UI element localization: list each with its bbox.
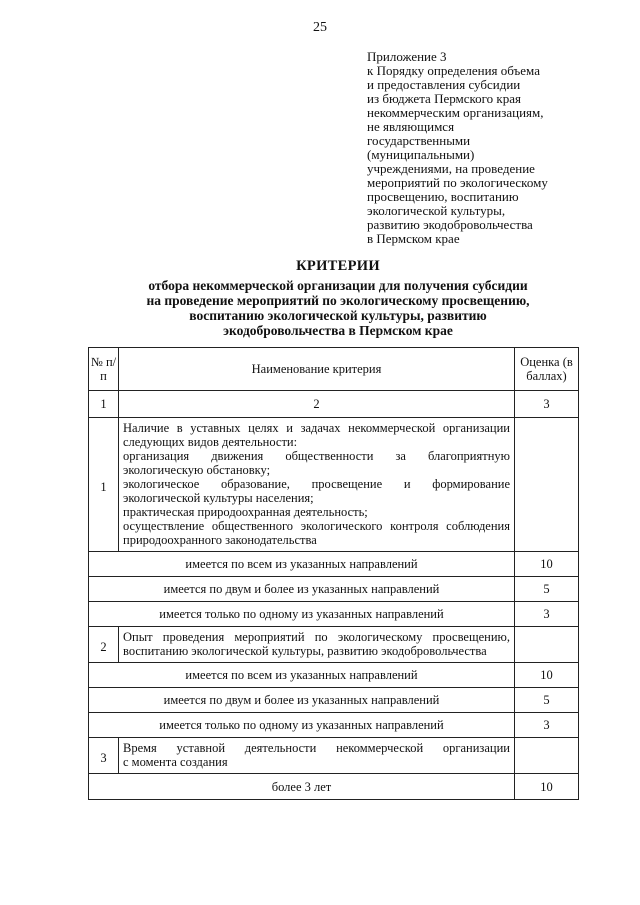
subtitle-line: экодобровольчества в Пермском крае xyxy=(223,323,453,338)
appendix-line: и предоставления субсидии xyxy=(367,77,521,92)
option-score: 3 xyxy=(515,602,579,627)
appendix-line: учреждениями, на проведение xyxy=(367,161,535,176)
header-name: Наименование критерия xyxy=(119,348,515,391)
appendix-line: (муниципальными) xyxy=(367,147,475,162)
criteria-table xyxy=(88,347,579,800)
appendix-line: развитию экодобровольчества xyxy=(367,217,533,232)
appendix-line: некоммерческим организациям, xyxy=(367,105,544,120)
criterion-row xyxy=(89,418,579,552)
document-subtitle xyxy=(100,278,576,338)
criterion-line: Время уставной деятельности некоммерческой организации xyxy=(123,741,510,755)
index-cell: 1 xyxy=(89,391,119,418)
criterion-text xyxy=(119,627,515,663)
criterion-line: следующих видов деятельности: xyxy=(123,435,298,449)
index-cell: 3 xyxy=(515,391,579,418)
table-header-row xyxy=(89,348,579,391)
subtitle-line: на проведение мероприятий по экологическому просвещению, xyxy=(146,293,530,308)
criterion-row xyxy=(89,738,579,774)
option-row xyxy=(89,602,579,627)
option-row xyxy=(89,688,579,713)
option-score: 5 xyxy=(515,577,579,602)
appendix-line: Приложение 3 xyxy=(367,49,447,64)
page-number: 25 xyxy=(313,20,327,35)
header-num: № п/п xyxy=(89,348,119,391)
option-label: имеется по двум и более из указанных направлений xyxy=(89,577,515,602)
option-row xyxy=(89,713,579,738)
criterion-score-empty xyxy=(515,738,579,774)
criterion-row xyxy=(89,627,579,663)
criterion-line: Опыт проведения мероприятий по экологическому просвещению, xyxy=(123,630,510,644)
appendix-line: просвещению, воспитанию xyxy=(367,189,519,204)
subtitle-line: отбора некоммерческой организации для получения субсидии xyxy=(148,278,528,293)
option-score: 10 xyxy=(515,774,579,800)
header-score: Оценка (в баллах) xyxy=(515,348,579,391)
criterion-text xyxy=(119,418,515,552)
appendix-line: в Пермском крае xyxy=(367,231,460,246)
table-index-row xyxy=(89,391,579,418)
criterion-text xyxy=(119,738,515,774)
option-row xyxy=(89,577,579,602)
option-score: 3 xyxy=(515,713,579,738)
option-label: имеется по двум и более из указанных направлений xyxy=(89,688,515,713)
option-row xyxy=(89,552,579,577)
criterion-line: воспитанию экологической культуры, развитию экодобровольчества xyxy=(123,644,487,658)
document-title: КРИТЕРИИ xyxy=(296,258,380,274)
option-label: имеется только по одному из указанных направлений xyxy=(89,602,515,627)
option-score: 5 xyxy=(515,688,579,713)
criterion-line: с момента создания xyxy=(123,755,228,769)
option-label: более 3 лет xyxy=(89,774,515,800)
criterion-line: практическая природоохранная деятельность; xyxy=(123,505,368,519)
option-row xyxy=(89,774,579,800)
criterion-line: экологическую обстановку; xyxy=(123,463,271,477)
criterion-line: организация движения общественности за благоприятную xyxy=(123,449,510,463)
criterion-score-empty xyxy=(515,627,579,663)
criterion-num: 1 xyxy=(89,418,119,552)
option-label: имеется только по одному из указанных направлений xyxy=(89,713,515,738)
appendix-line: экологической культуры, xyxy=(367,203,506,218)
criterion-line: природоохранного законодательства xyxy=(123,533,317,547)
index-cell: 2 xyxy=(119,391,515,418)
criterion-num: 2 xyxy=(89,627,119,663)
criterion-num: 3 xyxy=(89,738,119,774)
option-score: 10 xyxy=(515,663,579,688)
option-label: имеется по всем из указанных направлений xyxy=(89,663,515,688)
subtitle-line: воспитанию экологической культуры, развитию xyxy=(189,308,487,323)
appendix-line: к Порядку определения объема xyxy=(367,63,540,78)
criterion-line: Наличие в уставных целях и задачах некоммерческой организации xyxy=(123,421,510,435)
option-label: имеется по всем из указанных направлений xyxy=(89,552,515,577)
appendix-line: мероприятий по экологическому xyxy=(367,175,548,190)
appendix-note xyxy=(367,50,607,246)
option-score: 10 xyxy=(515,552,579,577)
criterion-line: экологической культуры населения; xyxy=(123,491,314,505)
criterion-line: осуществление общественного экологического контроля соблюдения xyxy=(123,519,510,533)
criterion-score-empty xyxy=(515,418,579,552)
appendix-line: государственными xyxy=(367,133,471,148)
appendix-line: не являющимся xyxy=(367,119,455,134)
appendix-line: из бюджета Пермского края xyxy=(367,91,522,106)
option-row xyxy=(89,663,579,688)
criterion-line: экологическое образование, просвещение и формирование xyxy=(123,477,510,491)
